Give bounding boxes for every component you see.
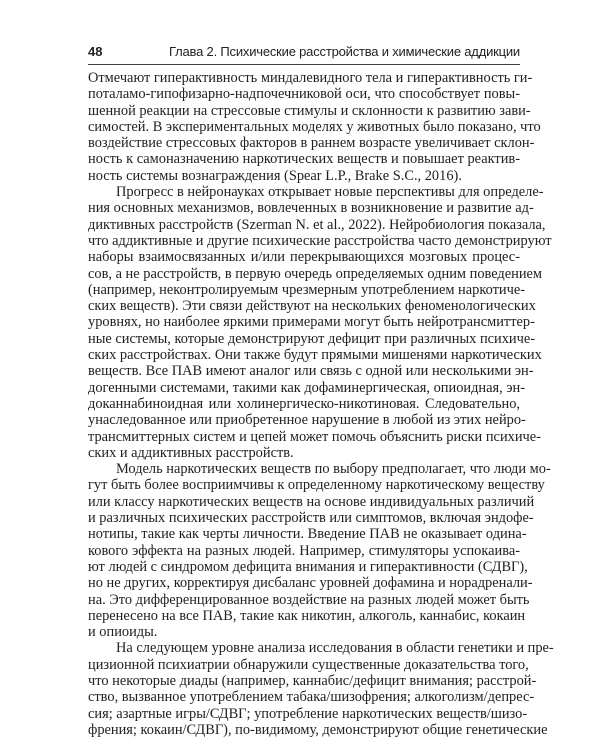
text-line: унаследованное или приобретенное нарушение в любой из этих нейро-: [88, 412, 526, 429]
text-line: и опиоиды.: [88, 624, 158, 641]
text-line: или классу наркотических веществ на основе индивидуальных различий: [88, 493, 535, 510]
text-line: ность к самоназначению наркотических веществ и повышает реактив-: [88, 151, 520, 168]
text-line: ство, вызванное употреблением табака/шизофрения; алкоголизм/депрес-: [88, 689, 535, 706]
paragraph: [88, 70, 541, 184]
text-line: гут быть более восприимчивы к определенному наркотическому веществу: [88, 477, 545, 494]
text-line: френия; кокаин/СДВГ), по-видимому, демонстрируют общие генетические: [88, 721, 548, 738]
text-line: сов, а не расстройств, в первую очередь определяемых одним поведением: [88, 265, 543, 282]
text-line: ность системы вознаграждения (Spear L.P., Brake S.C., 2016).: [88, 167, 462, 184]
text-line: воздействие стрессовых факторов в раннем возрасте увеличивает склон-: [88, 135, 535, 152]
page-header: [88, 44, 520, 62]
text-line: наборы взаимосвязанных и/или перекрывающихся мозговых процес-: [88, 249, 520, 266]
text-line: Модель наркотических веществ по выбору предполагает, что люди мо-: [116, 461, 551, 478]
text-line: уровнях, но наиболее яркими примерами могут быть нейротрансмиттер-: [88, 314, 535, 331]
text-line: что некоторые диады (например, каннабис/дефицит внимания; расстрой-: [88, 672, 537, 689]
text-line: поталамо-гипофизарно-надпочечниковой оси, что способствует повы-: [88, 86, 520, 103]
text-line: нотипы, такие как черты личности. Введение ПАВ не оказывает одина-: [88, 526, 527, 543]
text-line: перенесено на все ПАВ, такие как никотин, алкоголь, каннабис, кокаин: [88, 607, 526, 624]
text-line: ные системы, которые демонстрируют дефицит при различных психиче-: [88, 330, 536, 347]
paragraph: [88, 461, 551, 641]
text-line: шенной реакции на стрессовые стимулы и склонности к развитию зави-: [88, 102, 531, 119]
text-line: симостей. В экспериментальных моделях у животных было показано, что: [88, 118, 541, 135]
text-line: цизионной психиатрии обнаружили существенные доказательства того,: [88, 656, 529, 673]
text-line: Прогресс в нейронауках открывает новые перспективы для определе-: [116, 184, 544, 201]
text-line: доканнабиноидная или холинергическо-никотиновая. Следовательно,: [88, 395, 520, 412]
text-line: (например, неконтролируемым чрезмерным употреблением наркотиче-: [88, 281, 526, 298]
text-line: что аддиктивные и другие психические расстройства часто демонстрируют: [88, 232, 552, 249]
text-line: ских веществ). Эти связи действуют на нескольких феноменологических: [88, 298, 536, 315]
text-line: догенными системами, такими как дофаминергическая, опиоидная, эн-: [88, 379, 526, 396]
text-line: ских и аддиктивных расстройств.: [88, 444, 294, 461]
text-line: на. Это дифференцированное воздействие на разных людей может быть: [88, 591, 530, 608]
running-title: Глава 2. Психические расстройства и химические аддикции: [169, 44, 520, 59]
text-line: ют людей с синдромом дефицита внимания и гиперактивности (СДВГ),: [88, 558, 528, 575]
text-line: веществ. Все ПАВ имеют аналог или связь с одной или несколькими эн-: [88, 363, 534, 380]
text-line: диктивных расстройств (Szerman N. et al., 2022). Нейробиология показала,: [88, 216, 546, 233]
text-line: и различных психических расстройств или симптомов, включая эндофе-: [88, 510, 534, 527]
text-line: На следующем уровне анализа исследования в области генетики и пре-: [116, 640, 554, 657]
text-line: ских расстройствах. Они также будут прямыми мишенями наркотических: [88, 347, 542, 364]
text-line: трансмиттерных систем и цепей может помочь объяснить риски психиче-: [88, 428, 541, 445]
text-line: ния основных механизмов, вовлеченных в возникновение и развитие ад-: [88, 200, 534, 217]
paragraph: [88, 640, 554, 738]
text-line: Отмечают гиперактивность миндалевидного тела и гиперактивность ги-: [88, 70, 533, 86]
body-text: [88, 70, 554, 738]
header-rule: [88, 64, 520, 65]
text-line: сия; азартные игры/СДВГ; употребление наркотических веществ/шизо-: [88, 705, 528, 722]
text-line: кового эффекта на разных людей. Например, стимуляторы успокаива-: [88, 542, 520, 559]
text-line: но не других, корректируя дисбаланс уровней дофамина и норадренали-: [88, 575, 533, 592]
page-number: 48: [88, 44, 103, 59]
paragraph: [88, 184, 552, 461]
